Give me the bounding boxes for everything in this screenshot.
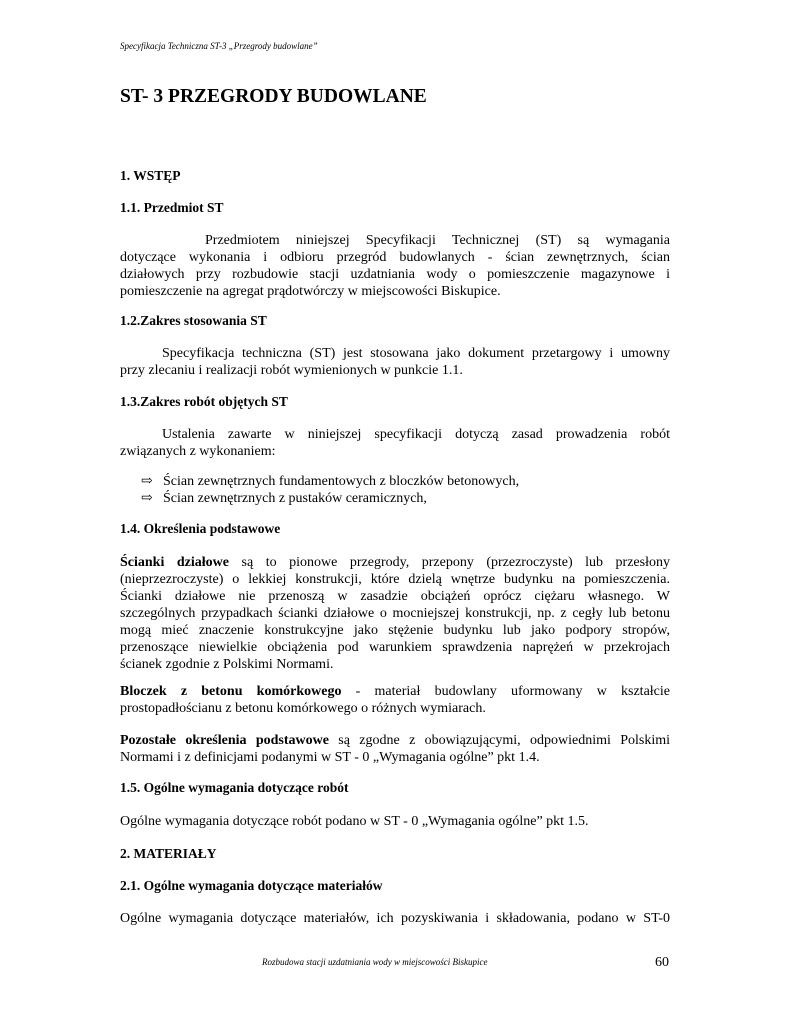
paragraph-1-1 xyxy=(120,232,670,300)
section-heading-1-5: 1.5. Ogólne wymagania dotyczące robót xyxy=(120,780,349,795)
text-line: Przedmiotem niniejszej Specyfikacji Technicznej (ST) są wymagania xyxy=(205,233,670,248)
section-heading-1-2: 1.2.Zakres stosowania ST xyxy=(120,313,267,328)
text-line: Bloczek z betonu komórkowego - materiał budowlany uformowany w kształcie xyxy=(120,684,670,699)
paragraph-1-2 xyxy=(120,345,670,379)
section-heading-2-1: 2.1. Ogólne wymagania dotyczące materiałów xyxy=(120,878,383,893)
text-line: przenoszące niewielkie obciążenia pod warunkiem sprawdzenia naprężeń w przekrojach xyxy=(120,640,670,655)
text-line: działowych przy rozbudowie stacji uzdatniania wody o pomieszczenie magazynowe i xyxy=(120,267,670,282)
text-line: Ogólne wymagania dotyczące materiałów, ich pozyskiwania i składowania, podano w ST-0 xyxy=(120,911,670,926)
running-header: Specyfikacja Techniczna ST-3 „Przegrody budowlane” xyxy=(120,41,318,51)
running-footer: Rozbudowa stacji uzdatniania wody w miejscowości Biskupice xyxy=(262,957,488,967)
text-line: Pozostałe określenia podstawowe są zgodne z obowiązującymi, odpowiednimi Polskimi xyxy=(120,733,670,748)
text-line: pomieszczenie na agregat prądotwórczy w miejscowości Biskupice. xyxy=(120,284,501,299)
list-item: ⇨ Ścian zewnętrznych z pustaków ceramicznych, xyxy=(141,491,427,506)
hollow-right-arrow-icon: ⇨ xyxy=(141,491,153,506)
document-title: ST- 3 PRZEGRODY BUDOWLANE xyxy=(120,86,427,107)
paragraph-1-3 xyxy=(120,426,670,460)
term: Bloczek z betonu komórkowego xyxy=(120,684,342,699)
definition-aerated-block xyxy=(120,683,670,717)
text-line: Ścianki działowe nie przenoszą w zasadzie obciążeń oprócz ciężaru własnego. W xyxy=(120,589,670,604)
section-heading-1-3: 1.3.Zakres robót objętych ST xyxy=(120,394,288,409)
hollow-right-arrow-icon: ⇨ xyxy=(141,474,153,489)
text-line: Ustalenia zawarte w niniejszej specyfikacji dotyczą zasad prowadzenia robót xyxy=(162,427,670,442)
text-line: mogą mieć znaczenie konstrukcyjne jako stężenie budynku lub jako podpory stropów, xyxy=(120,623,670,638)
text-line: Normami i z definicjami podanymi w ST - 0 „Wymagania ogólne” pkt 1.4. xyxy=(120,750,540,765)
text-line: przy zlecaniu i realizacji robót wymienionych w punkcie 1.1. xyxy=(120,363,463,378)
term: Ścianki działowe xyxy=(120,555,229,570)
section-heading-1-1: 1.1. Przedmiot ST xyxy=(120,200,224,215)
term: Pozostałe określenia podstawowe xyxy=(120,733,329,748)
section-heading-1-4: 1.4. Określenia podstawowe xyxy=(120,521,281,536)
text-line: Specyfikacja techniczna (ST) jest stosowana jako dokument przetargowy i umowny xyxy=(162,346,670,361)
text-line: ścianek zgodnie z Polskimi Normami. xyxy=(120,657,334,672)
page-number: 60 xyxy=(655,955,669,970)
bullet-list xyxy=(141,473,519,507)
section-heading-1: 1. WSTĘP xyxy=(120,168,181,183)
text-line: związanych z wykonaniem: xyxy=(120,444,276,459)
text-line: Ścianki działowe są to pionowe przegrody, przepony (przezroczyste) lub przesłony xyxy=(120,555,670,570)
text-line: dotyczące wykonania i odbioru przegród budowlanych - ścian zewnętrznych, ścian xyxy=(120,250,670,265)
definition-partition-walls xyxy=(120,554,670,673)
definition-other-terms xyxy=(120,732,670,766)
text-line: (nieprzezroczyste) o lekkiej konstrukcji, które dzielą wnętrze budynku na pomieszczenia. xyxy=(120,572,670,587)
text-line: Ogólne wymagania dotyczące robót podano w ST - 0 „Wymagania ogólne” pkt 1.5. xyxy=(120,814,589,829)
paragraph-1-5 xyxy=(120,813,670,830)
section-heading-2: 2. MATERIAŁY xyxy=(120,846,217,861)
paragraph-2-1 xyxy=(120,910,670,927)
list-item: ⇨ Ścian zewnętrznych fundamentowych z bloczków betonowych, xyxy=(141,474,520,489)
text-line: prostopadłościanu z betonu komórkowego o różnych wymiarach. xyxy=(120,701,486,716)
text-line: szczególnych przypadkach ścianki działowe o mocniejszej konstrukcji, np. z cegły lub betonu xyxy=(120,606,670,621)
